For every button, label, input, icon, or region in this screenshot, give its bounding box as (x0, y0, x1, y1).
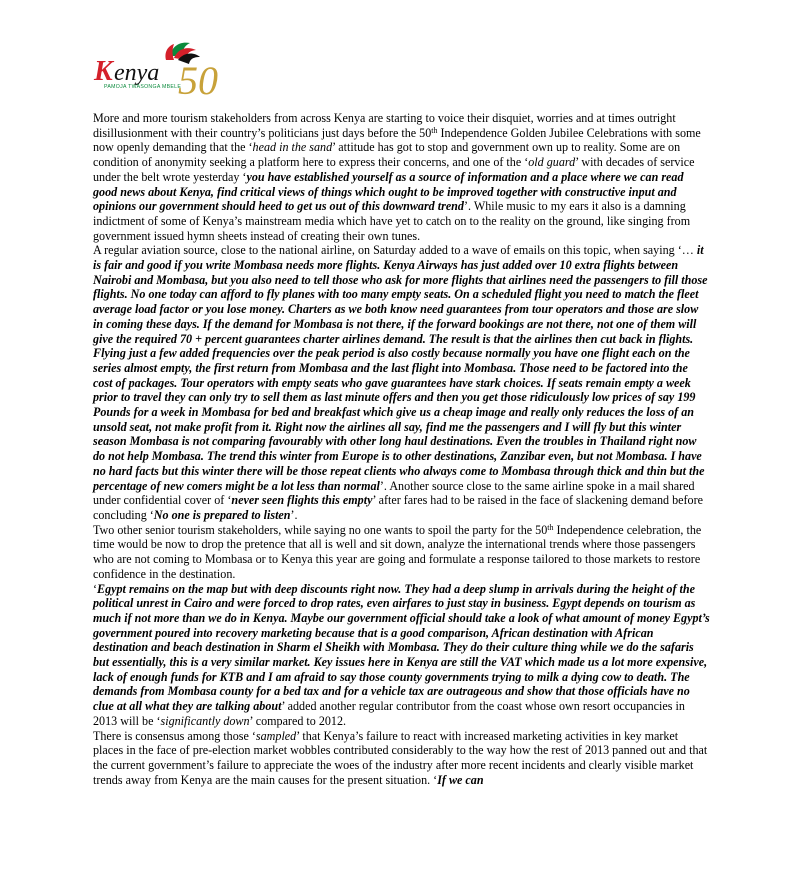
italic-phrase: sampled (255, 728, 297, 743)
paragraph-4 (93, 582, 710, 729)
quoted-text: you have established yourself as a source of information and a place where we can read good news about Kenya, find critical views of things which ought to be improved together with constructive input and opinions our government should heed to get us out of this downward trend (93, 169, 684, 214)
svg-text:K: K (94, 56, 113, 87)
italic-phrase: old guard (528, 155, 576, 170)
text: ’. While music to my ears it also is a damning indictment of some of Kenya’s mainstream media which have yet to catch on to the reality on the ground, like singing from government issued hymn sheets instead of creating their own tunes. (93, 199, 691, 243)
text: ’ added another regular contributor from the coast whose own resort occupancies in 2013 will be ‘ (93, 699, 685, 728)
kenya-50-logo-graphic (92, 38, 232, 100)
italic-phrase: significantly down (160, 713, 250, 728)
text: More and more tourism stakeholders from across Kenya are starting to voice their disquiet, worries and at times outright disillusionment with their country’s politicians just days before the 50 (93, 111, 676, 140)
text: ’ after fares had to be raised in the face of slackening demand before concluding ‘ (93, 493, 703, 522)
paragraph-3 (93, 523, 710, 582)
text: Independence Golden Jubilee Celebrations with some now openly demanding that the ‘ (93, 125, 701, 155)
text: ‘ (93, 581, 98, 596)
quoted-text: No one is prepared to listen (153, 507, 291, 522)
svg-text:enya: enya (114, 60, 160, 86)
text: Independence celebration, the time would be now to drop the pretence that all is well and sit down, analyze the international trends where those passengers who are not coming to Mombasa or to Kenya this year are going and formulate a response tailored to those markets to restore confidence in the destination. (93, 522, 702, 581)
text: ’ with decades of service under the belt wrote yesterday ‘ (93, 155, 695, 184)
text: There is consensus among those ‘ (93, 728, 256, 743)
text: ’. (290, 507, 298, 522)
svg-text:PAMOJA TWASONGA MBELE: PAMOJA TWASONGA MBELE (104, 84, 182, 90)
italic-phrase: head in the sand (252, 140, 333, 155)
superscript: th (431, 125, 438, 135)
kenya-50-logo (92, 38, 232, 100)
quoted-text: If we can (437, 772, 484, 787)
paragraph-1 (93, 111, 710, 243)
text: ’. Another source close to the same airline spoke in a mail shared under confidential cover of ‘ (93, 478, 695, 508)
quoted-text: it is fair and good if you write Mombasa needs more flights. Kenya Airways has just added over 10 extra flights between Nairobi and Mombasa, but you also need to tell those who ask for more flights that airlines need the passengers to fill those flights. No one today can afford to fly planes with too many empty seats. On a scheduled flight you need to match the fleet average load factor or you lose money. Charters as we both know need guarantees from tour operators and those are slow in coming these days. If the demand for Mombasa is not there, if the forward bookings are not there, not one of them will give the required 70 + percent guarantees charter airlines demand. The result is that the airlines then cut back in flights. Flying just a few added frequencies over the peak period is also costly because normally you have one flight each on the series almost empty, the first return from Mombasa and the last flight into Mombasa. Those need to be factored into the cost of packages. Tour operators with empty seats who gave guarantees have stark choices. If seats remain empty a week prior to travel they can only try to sell them as last minute offers and then you get those ridiculously low prices of say 199 Pounds for a week in Mombasa for bed and breakfast which give us a cheap image and really only reduces the loss of an unsold seat, not make profit from it. Right now the airlines all say, find me the passengers and I will fly but this winter season Mombasa is not comparing favourably with other long haul destinations. Even the troubles in Thailand right now do not help Mombasa. The trend this winter from Europe is to other destinations, Zanzibar even, but not Mombasa. I have no hard facts but this winter there will be those repeat clients who always come to Mombasa through thick and thin but the percentage of new comers might be a lot less than normal (93, 243, 708, 493)
paragraph-2 (93, 243, 710, 522)
article-body (93, 111, 710, 787)
quoted-text: Egypt remains on the map but with deep discounts right now. They had a deep slump in arrivals during the height of the political unrest in Cairo and were forced to drop rates, even airfares to just stay in business. Egypt depends on tourism as much if not more than we do in Kenya. Maybe our government official should take a look of what amount of money Egypt’s government poured into recovery marketing because that is a good comparison, African destination with African destination and beach destination in Sharm el Sheikh with Mombasa. They do their culture thing while we do the safaris but essentially, this is a very similar market. Key issues here in Kenya are still the VAT which made us a lot more expensive, lack of enough funds for KTB and I am afraid to say those county governments trying to milk a dying cow to death. The demands from Mombasa county for a bed tax and for a vehicle tax are outrageous and show that those officials have no clue at all what they are talking about (93, 581, 710, 714)
text: ’ that Kenya’s failure to react with increased marketing activities in key market places in the face of pre-election market wobbles contributed considerably to the way how the rest of 2013 panned out and that the current government’s failure to appreciate the woes of the industry after more recent incidents and clearly visible market trends away from Kenya are the main causes for the present situation. ‘ (93, 728, 708, 787)
svg-text:50: 50 (178, 58, 218, 100)
superscript: th (547, 522, 554, 532)
quoted-text: never seen flights this empty (231, 493, 373, 508)
text: A regular aviation source, close to the national airline, on Saturday added to a wave of emails on this topic, when saying ‘… (93, 243, 697, 258)
text: ’ compared to 2012. (249, 713, 347, 728)
text: Two other senior tourism stakeholders, while saying no one wants to spoil the party for the 50 (93, 522, 548, 537)
text: ’ attitude has got to stop and government own up to reality. Some are on condition of anonymity seeking a platform here to express their concerns, and one of the ‘ (93, 140, 681, 170)
paragraph-5 (93, 729, 710, 788)
